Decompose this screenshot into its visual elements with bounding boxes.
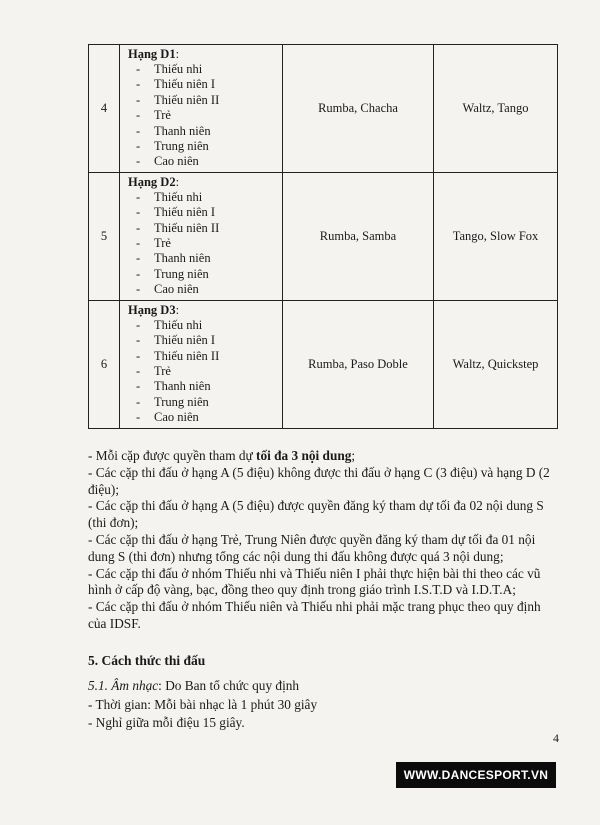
table-row [89, 172, 558, 300]
age-group-label: Thanh niên [154, 251, 211, 266]
list-item [128, 154, 282, 169]
category-table [88, 44, 558, 429]
list-item [128, 236, 282, 251]
standard-dances-cell: Tango, Slow Fox [434, 172, 558, 300]
bullet-dash: - [136, 154, 141, 169]
section-heading: 5. Cách thức thi đấu [88, 653, 206, 668]
category-name: Hạng D1 [128, 47, 176, 61]
list-item [128, 205, 282, 220]
list-item [128, 221, 282, 236]
age-group-label: Cao niên [154, 154, 199, 169]
category-name: Hạng D2 [128, 174, 176, 189]
age-group-label: Cao niên [154, 282, 199, 297]
time-line: - Thời gian: Mỗi bài nhạc là 1 phút 30 giây [88, 696, 318, 712]
bullet-dash: - [136, 410, 141, 425]
list-item [128, 190, 282, 205]
list-item [128, 364, 282, 379]
age-group-label: Thiếu nhi [154, 317, 203, 332]
bullet-dash: - [136, 379, 141, 394]
standard-dances-cell: Waltz, Tango [434, 45, 558, 173]
bullet-dash: - [136, 363, 141, 378]
bullet-dash: - [136, 394, 141, 409]
age-group-label: Trẻ [154, 363, 171, 378]
list-item [128, 124, 282, 139]
category-colon: : [175, 302, 180, 317]
category-title [128, 303, 282, 318]
bullet-dash: - [136, 77, 141, 92]
bullet-dash: - [136, 236, 141, 251]
category-title [128, 47, 282, 62]
latin-dances-cell: Rumba, Samba [283, 172, 434, 300]
list-item [128, 318, 282, 333]
age-group-label: Thanh niên [154, 123, 211, 138]
category-cell [120, 45, 283, 173]
list-item [128, 62, 282, 77]
bullet-dash: - [136, 333, 141, 348]
table-row [89, 300, 558, 428]
bullet-dash: - [136, 282, 141, 297]
note-max-entries: - Mỗi cặp được quyền tham dự tối đa 3 nội dung; [88, 448, 356, 463]
bullet-dash: - [136, 62, 141, 76]
age-group-list [128, 190, 282, 298]
age-group-label: Trung niên [154, 394, 209, 409]
list-item [128, 93, 282, 108]
age-group-label: Trung niên [154, 139, 209, 154]
category-cell [120, 172, 283, 300]
list-item [128, 267, 282, 282]
latin-dances-cell: Rumba, Paso Doble [283, 300, 434, 428]
bullet-dash: - [136, 251, 141, 266]
row-number: 5 [89, 172, 120, 300]
list-item [128, 282, 282, 297]
bullet-dash: - [136, 108, 141, 123]
list-item [128, 379, 282, 394]
category-colon: : [175, 174, 180, 189]
age-group-label: Thiếu niên I [154, 333, 216, 348]
age-group-label: Trẻ [154, 108, 171, 123]
rest-line: - Nghỉ giữa mỗi điệu 15 giây. [88, 715, 245, 730]
age-group-label: Cao niên [154, 410, 199, 425]
age-group-label: Thiếu niên II [154, 348, 220, 363]
music-line: 5.1. Âm nhạc: Do Ban tổ chức quy định [88, 678, 300, 693]
age-group-list [128, 318, 282, 426]
bullet-dash: - [136, 348, 141, 363]
bullet-dash: - [136, 266, 141, 281]
note-costume: - Các cặp thi đấu ở nhóm Thiếu niên và Thiếu nhi phải mặc trang phục theo quy định của IDSF. [88, 599, 541, 631]
table-row [89, 45, 558, 173]
bullet-dash: - [136, 92, 141, 107]
note-youth-senior-solo: - Các cặp thi đấu ở hạng Trẻ, Trung Niên được quyền đăng ký tham dự tối đa 01 nội dung S (thi đơn) nhưng tổng các nội dung thi đấu không được quá 3 nội dung; [88, 531, 536, 564]
standard-dances-cell: Waltz, Quickstep [434, 300, 558, 428]
age-group-label: Thiếu nhi [154, 189, 203, 204]
age-group-label: Thanh niên [154, 379, 211, 394]
category-title [128, 175, 282, 190]
bullet-dash: - [136, 205, 141, 220]
list-item [128, 139, 282, 154]
age-group-label: Thiếu nhi [154, 62, 203, 76]
category-cell [120, 300, 283, 428]
list-item [128, 410, 282, 425]
row-number: 6 [89, 300, 120, 428]
music-subsection [88, 677, 558, 733]
note-figures: - Các cặp thi đấu ở nhóm Thiếu nhi và Thiếu niên I phải thực hiện bài thi theo các vũ hình ở cấp độ vàng, bạc, đồng theo quy định trong giáo trình I.S.T.D và I.D.T.A; [88, 565, 541, 598]
age-group-label: Thiếu niên I [154, 205, 216, 220]
age-group-label: Thiếu niên I [154, 77, 216, 92]
bullet-dash: - [136, 139, 141, 154]
age-group-label: Thiếu niên II [154, 220, 220, 235]
bullet-dash: - [136, 220, 141, 235]
watermark-logo: WWW.DANCESPORT.VN [396, 762, 556, 788]
list-item [128, 251, 282, 266]
bullet-dash: - [136, 317, 141, 332]
age-group-list [128, 62, 282, 170]
row-number: 4 [89, 45, 120, 173]
rules-notes [88, 448, 562, 633]
latin-dances-cell: Rumba, Chacha [283, 45, 434, 173]
page-number: 4 [553, 731, 559, 745]
age-group-label: Trung niên [154, 266, 209, 281]
list-item [128, 108, 282, 123]
list-item [128, 77, 282, 92]
note-class-a-solo: - Các cặp thi đấu ở hạng A (5 điệu) được quyền đăng ký tham dự tối đa 02 nội dung S (thi đơn); [88, 498, 544, 531]
bullet-dash: - [136, 189, 141, 204]
category-colon: : [175, 47, 180, 61]
list-item [128, 349, 282, 364]
list-item [128, 395, 282, 410]
list-item [128, 333, 282, 348]
bullet-dash: - [136, 123, 141, 138]
note-class-a-restriction: - Các cặp thi đấu ở hạng A (5 điệu) không được thi đấu ở hạng C (3 điệu) và hạng D (2 điệu); [88, 464, 550, 497]
age-group-label: Thiếu niên II [154, 92, 220, 107]
age-group-label: Trẻ [154, 236, 171, 251]
category-name: Hạng D3 [128, 302, 176, 317]
